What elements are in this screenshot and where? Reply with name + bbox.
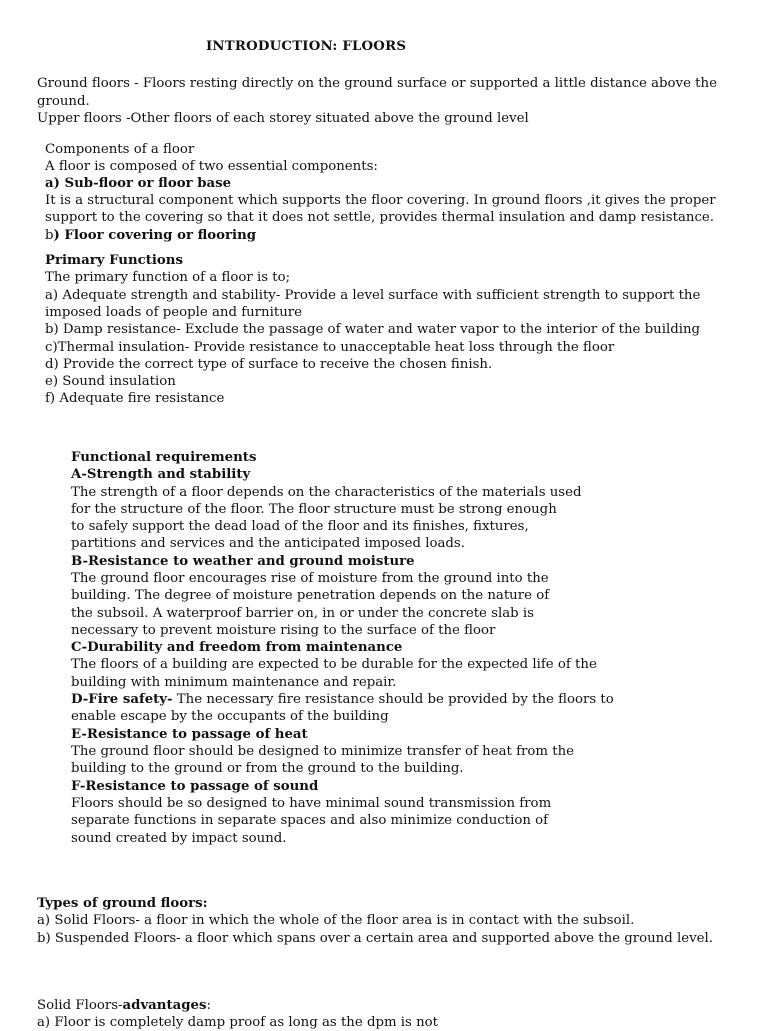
- req-a-line3: to safely support the dead load of the floor and its finishes, fixtures,: [71, 519, 529, 534]
- solid-floors-advantage-a: a) Floor is completely damp proof as long as the dpm is not: [37, 1015, 439, 1030]
- types-heading: Types of ground floors:: [37, 896, 208, 911]
- req-d-text: The necessary fire resistance should be provided by the floors to: [172, 692, 614, 707]
- primary-functions-intro: The primary function of a floor is to;: [45, 270, 291, 285]
- req-f-line3: sound created by impact sound.: [71, 831, 287, 846]
- types-suspended-floors: b) Suspended Floors- a floor which spans over a certain area and supported above the ground level.: [37, 931, 713, 946]
- page-title: INTRODUCTION: FLOORS: [206, 39, 407, 54]
- req-f-line1: Floors should be so designed to have minimal sound transmission from: [71, 796, 552, 811]
- advantages-word: advantages: [122, 998, 207, 1013]
- req-d-heading: D-Fire safety-: [71, 692, 173, 707]
- req-b-line2: building. The degree of moisture penetration depends on the nature of: [71, 588, 550, 603]
- solid-floors-advantages-heading: [37, 997, 211, 1014]
- intro-upper-floors: Upper floors -Other floors of each storey situated above the ground level: [37, 111, 529, 126]
- primary-functions-heading: Primary Functions: [45, 253, 183, 268]
- intro-ground-floors-line2: ground.: [37, 94, 90, 109]
- req-f-line2: separate functions in separate spaces and also minimize conduction of: [71, 813, 549, 828]
- req-d-line2: enable escape by the occupants of the building: [71, 709, 389, 724]
- advantages-colon: :: [206, 998, 211, 1013]
- intro-ground-floors-line1: Ground floors - Floors resting directly on the ground surface or supported a little distance above the: [37, 76, 717, 91]
- req-b-line4: necessary to prevent moisture rising to the surface of the floor: [71, 623, 496, 638]
- req-e-line2: building to the ground or from the ground to the building.: [71, 761, 464, 776]
- primary-function-d: d) Provide the correct type of surface to receive the chosen finish.: [45, 357, 493, 372]
- floor-covering-label: ) Floor covering or flooring: [53, 228, 257, 243]
- req-e-heading: E-Resistance to passage of heat: [71, 727, 308, 742]
- req-c-line1: The floors of a building are expected to be durable for the expected life of the: [71, 657, 597, 672]
- solid-floors-prefix: Solid Floors-: [37, 998, 123, 1013]
- subfloor-label: a) Sub-floor or floor base: [45, 176, 232, 191]
- floor-covering-item: [45, 227, 256, 244]
- primary-function-e: e) Sound insulation: [45, 374, 176, 389]
- req-c-heading: C-Durability and freedom from maintenance: [71, 640, 403, 655]
- req-b-heading: B-Resistance to weather and ground moisture: [71, 554, 415, 569]
- functional-requirements-heading: Functional requirements: [71, 450, 257, 465]
- req-f-heading: F-Resistance to passage of sound: [71, 779, 319, 794]
- req-d-line1: [71, 691, 614, 708]
- subfloor-desc-line2: support to the covering so that it does not settle, provides thermal insulation and damp resistance.: [45, 210, 714, 225]
- req-b-line3: the subsoil. A waterproof barrier on, in or under the concrete slab is: [71, 606, 534, 621]
- primary-function-f: f) Adequate fire resistance: [45, 391, 225, 406]
- req-c-line2: building with minimum maintenance and repair.: [71, 675, 397, 690]
- req-b-line1: The ground floor encourages rise of moisture from the ground into the: [71, 571, 549, 586]
- components-intro: A floor is composed of two essential components:: [45, 159, 378, 174]
- types-solid-floors: a) Solid Floors- a floor in which the whole of the floor area is in contact with the subsoil.: [37, 913, 635, 928]
- req-a-line4: partitions and services and the anticipated imposed loads.: [71, 536, 465, 551]
- primary-function-a-line2: imposed loads of people and furniture: [45, 305, 302, 320]
- req-a-line1: The strength of a floor depends on the characteristics of the materials used: [71, 485, 582, 500]
- primary-function-b: b) Damp resistance- Exclude the passage of water and water vapor to the interior of the building: [45, 322, 701, 337]
- components-heading: Components of a floor: [45, 142, 195, 157]
- req-a-heading: A-Strength and stability: [71, 467, 251, 482]
- floor-covering-prefix: b: [45, 228, 54, 243]
- primary-function-a-line1: a) Adequate strength and stability- Provide a level surface with sufficient strength to support the: [45, 288, 701, 303]
- primary-function-c: c)Thermal insulation- Provide resistance to unacceptable heat loss through the floor: [45, 340, 615, 355]
- subfloor-desc-line1: It is a structural component which supports the floor covering. In ground floors ,it gives the proper: [45, 193, 716, 208]
- req-a-line2: for the structure of the floor. The floor structure must be strong enough: [71, 502, 557, 517]
- req-e-line1: The ground floor should be designed to minimize transfer of heat from the: [71, 744, 575, 759]
